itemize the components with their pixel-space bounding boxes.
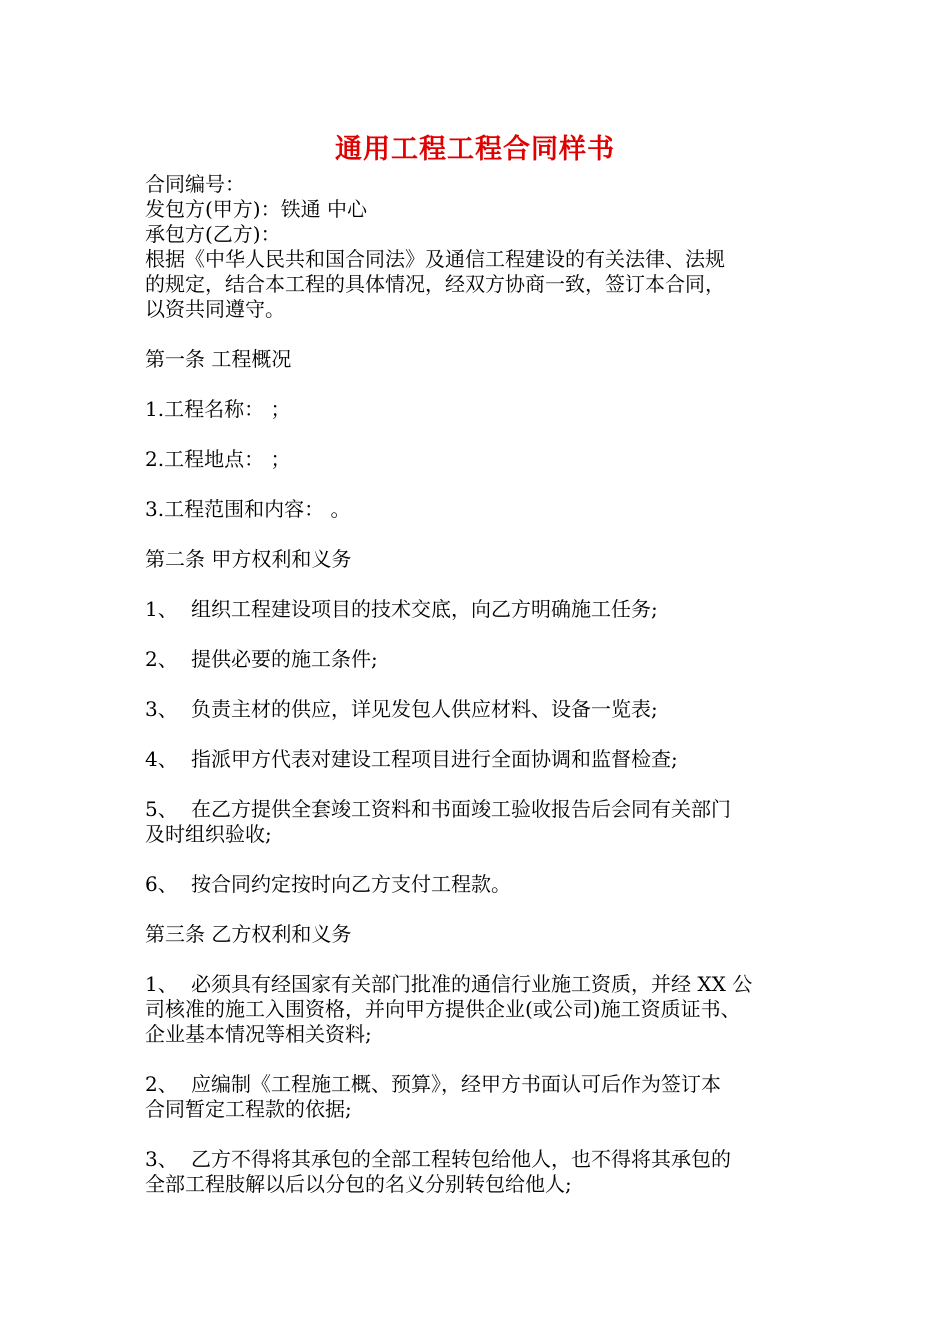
item-text: 指派甲方代表对建设工程项目进行全面协调和监督检查; [191,747,678,771]
section2-item [145,797,825,822]
section3-item-continued: 合同暂定工程款的依据; [145,1097,352,1121]
section3-item [145,1072,825,1097]
item-number: 2、 [145,1072,178,1096]
section3-item-continued: 司核准的施工入围资格，并向甲方提供企业(或公司)施工资质证书、 [145,997,741,1021]
spacer [145,722,825,747]
item-number: 2、 [145,647,178,671]
section2-item [145,647,825,672]
party-a-line: 发包方(甲方)：铁通 中心 [145,197,367,221]
section3-item-continued: 全部工程肢解以后以分包的名义分别转包给他人; [145,1172,572,1196]
spacer [145,472,825,497]
document-body [145,172,825,1197]
document-title: 通用工程工程合同样书 [335,134,615,165]
section2-item [145,872,825,897]
section3-item [145,972,825,997]
item-text: 负责主材的供应，详见发包人供应材料、设备一览表; [191,697,658,721]
section-heading: 第二条 甲方权利和义务 [145,547,352,571]
spacer [145,372,825,397]
spacer [145,622,825,647]
party-b-line: 承包方(乙方)： [145,222,281,246]
item-text: 应编制《工程施工概、预算》，经甲方书面认可后作为签订本 [191,1072,721,1096]
spacer [145,1122,825,1147]
section-heading: 第三条 乙方权利和义务 [145,922,352,946]
spacer [145,422,825,447]
section-heading: 第一条 工程概况 [145,347,292,371]
section2-item [145,747,825,772]
intro-line-3: 以资共同遵守。 [145,297,285,321]
spacer [145,322,825,347]
item-text: 组织工程建设项目的技术交底，向乙方明确施工任务; [191,597,658,621]
section3-item-continued: 企业基本情况等相关资料; [145,1022,372,1046]
spacer [145,572,825,597]
item-number: 6、 [145,872,178,896]
intro-line-1: 根据《中华人民共和国合同法》及通信工程建设的有关法律、法规 [145,247,725,271]
item-number: 3、 [145,1147,178,1171]
item-number: 5、 [145,797,178,821]
contract-number-line: 合同编号： [145,172,245,196]
section1-item: 2.工程地点： ； [145,447,291,471]
spacer [145,522,825,547]
item-number: 1、 [145,972,178,996]
intro-line-2: 的规定，结合本工程的具体情况，经双方协商一致，签订本合同， [145,272,725,296]
spacer [145,847,825,872]
item-text: 乙方不得将其承包的全部工程转包给他人，也不得将其承包的 [191,1147,731,1171]
spacer [145,772,825,797]
spacer [145,947,825,972]
section2-item-continued: 及时组织验收; [145,822,272,846]
section2-item [145,697,825,722]
section1-item: 3.工程范围和内容： 。 [145,497,351,521]
item-text: 必须具有经国家有关部门批准的通信行业施工资质，并经 XX 公 [191,972,753,996]
spacer [145,672,825,697]
item-number: 1、 [145,597,178,621]
item-number: 4、 [145,747,178,771]
section2-item [145,597,825,622]
section1-item: 1.工程名称： ； [145,397,291,421]
section3-item [145,1147,825,1172]
item-text: 提供必要的施工条件; [191,647,378,671]
spacer [145,1047,825,1072]
item-text: 在乙方提供全套竣工资料和书面竣工验收报告后会同有关部门 [191,797,731,821]
item-number: 3、 [145,697,178,721]
spacer [145,897,825,922]
item-text: 按合同约定按时向乙方支付工程款。 [191,872,511,896]
